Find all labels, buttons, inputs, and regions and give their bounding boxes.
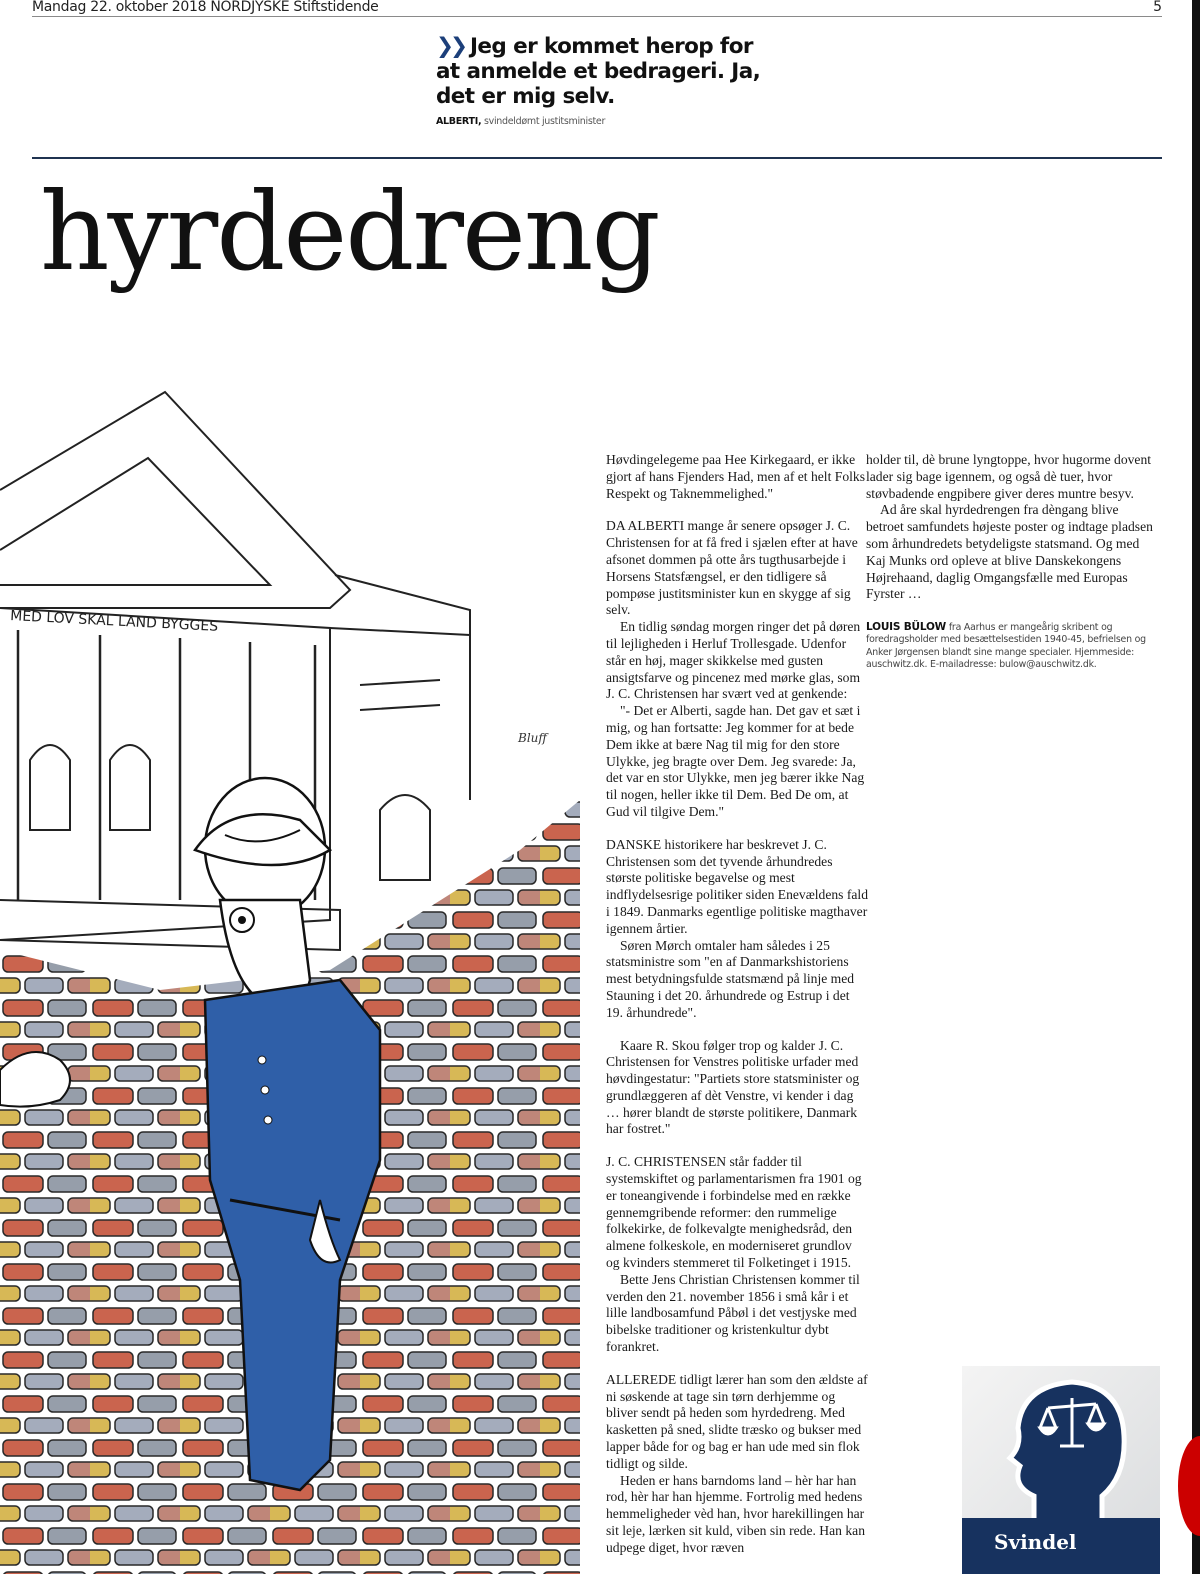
paragraph: DA ALBERTI mange år senere opsøger J. C. Christensen for at få fred i sjælen efter at have afsonet dommen på otte års tugthusarbejde i Horsens Statsfængsel, er den tidligere så pompøse justitsminister kun en skygge af sig selv.	[606, 518, 858, 618]
cartoon-illustration	[0, 380, 580, 1574]
paragraph: Høvdingelegeme paa Hee Kirkegaard, er ikke gjort af hans Fjenders Had, men af et helt Folks Respekt og Taknemmelighed."	[606, 452, 865, 501]
hand-gesture	[0, 1052, 70, 1107]
attribution-name: ALBERTI,	[436, 116, 482, 127]
paragraph: ALLEREDE tidligt lærer han som den ældste af ni søskende at tage sin tørn derhjemme og bliver sendt på heden som hyrdedreng. Med kasketten på sned, slidte træsko og bukser med lapper både for og bag er han ude med sin flok tidligt og silde.	[606, 1371, 868, 1471]
paragraph: Ad åre skal hyrdedrengen fra dèngang blive betroet samfundets højeste poster og indtage pladsen som århundredets betydeligste statsmand. Og med Kaj Munks ord opleve at blive Danskekongens Højrehaand, daglig Omgangsfælle med Europas Fyrster …	[866, 502, 1153, 602]
artist-signature: Bluff	[518, 731, 547, 745]
page-edge	[1192, 0, 1200, 1574]
article-column-2	[866, 452, 1156, 671]
headline: hyrdedreng	[40, 170, 659, 295]
author-name: LOUIS BÜLOW	[866, 621, 947, 634]
paragraph: holder til, dè brune lyngtoppe, hvor hugorme dovent lader sig bage igennem, og også dè tuer, hvor støvbadende engpibere giver deres muntre besyv.	[866, 452, 1152, 501]
divider-rule	[32, 157, 1162, 159]
paragraph: Søren Mørch omtaler ham således i 25 statsministre som "en af Danmarkshistoriens mest betydningsfulde statsmænd på linje med Stauning i det 20. århundrede og Estrup i det 19. århundrede".	[606, 937, 855, 1020]
author-bio	[866, 621, 1156, 671]
attribution-role: svindeldømt justitsminister	[481, 116, 606, 127]
paragraph: J. C. CHRISTENSEN står fadder til systemskiftet og parlamentarismen fra 1901 og er toneangivende i forbindelse med en række gennemgribende reformer: den rummelige folkekirke, de folkevalgte menighedsråd, den almene folkeskole, en moderniseret grundlov og kvinders stemmeret til Folketinget i 1915.	[606, 1154, 862, 1271]
date-and-paper-name: Mandag 22. oktober 2018 NORDJYSKE Stiftstidende	[32, 0, 379, 15]
pull-quote-text: Jeg er kommet herop for at anmelde et bedrageri. Ja, det er mig selv.	[436, 34, 761, 109]
pull-quote-attribution	[436, 116, 776, 127]
paragraph: Kaare R. Skou følger trop og kalder J. C. Christensen for Venstres politiske urfader med høvdingestatur: "Partiets store statsminister og grundlæggeren af dèt Venstre, vi kender i dag … hører blandt de største politikere, Danmark har fostret."	[606, 1037, 860, 1137]
article-column-1	[606, 452, 868, 1557]
paragraph: "- Det er Alberti, sagde han. Det gav et sæt i mig, og han fortsatte: Jeg kommer for at bede Dem ikke at bære Nag til mig for den store Ulykke, jeg bragte over Dem. Jeg svarede: Ja, det var en stor Ulykke, men jeg bærer ikke Nag til nogen, heller ikke til Dem. Bed De om, at Gud vil tilgive Dem."	[606, 703, 865, 819]
page-header	[32, 0, 1162, 17]
badge-label: Svindel	[962, 1518, 1160, 1574]
building-inscription: MED LOV SKAL LAND BYGGES	[9, 608, 219, 635]
svindel-section-badge	[962, 1366, 1160, 1574]
paragraph: DANSKE historikere har beskrevet J. C. Christensen som det tyvende århundredes største politiske begavelse og mest indflydelsesrige politiker siden Enevældens fald i 1849. Danmarks egentlige politiske magthaver igennem årtier.	[606, 836, 868, 936]
red-circle-marker	[1178, 1436, 1200, 1536]
paragraph: Bette Jens Christian Christensen kommer til verden den 21. november 1856 i små kår i et lille landbosamfund Påbøl i det vestjyske med bibelske traditioner og kristenkultur dybt forankret.	[606, 1271, 860, 1355]
double-chevron-right-icon: ❯❯	[436, 34, 465, 59]
pull-quote	[436, 34, 776, 127]
paragraph: Heden er hans barndoms land – hèr har han rod, hèr har han hjemme. Fortrolig med hedens hemmeligheder vèd han, hvor harekillingen har sit leje, lærken sit kuld, viben sin rede. Han kan udpege diget, hvor ræven	[606, 1472, 865, 1555]
author-bio-text: fra Aarhus er mangeårig skribent og foredragsholder med besættelsestiden 1940-45, befrielsen og Anker Jørgensen blandt sine mange specialer. Hjemmeside: auschwitz.dk. E-mailadresse: bulow@auschwitz.dk.	[866, 622, 1146, 670]
paragraph: En tidlig søndag morgen ringer det på døren til lejligheden i Herluf Trollesgade. Udenfor står en høj, mager skikkelse med gusten ansigtsfarve og pincenez med mørke glas, som J. C. Christensen har svært ved at genkende:	[606, 619, 861, 702]
page-number: 5	[1153, 0, 1162, 15]
